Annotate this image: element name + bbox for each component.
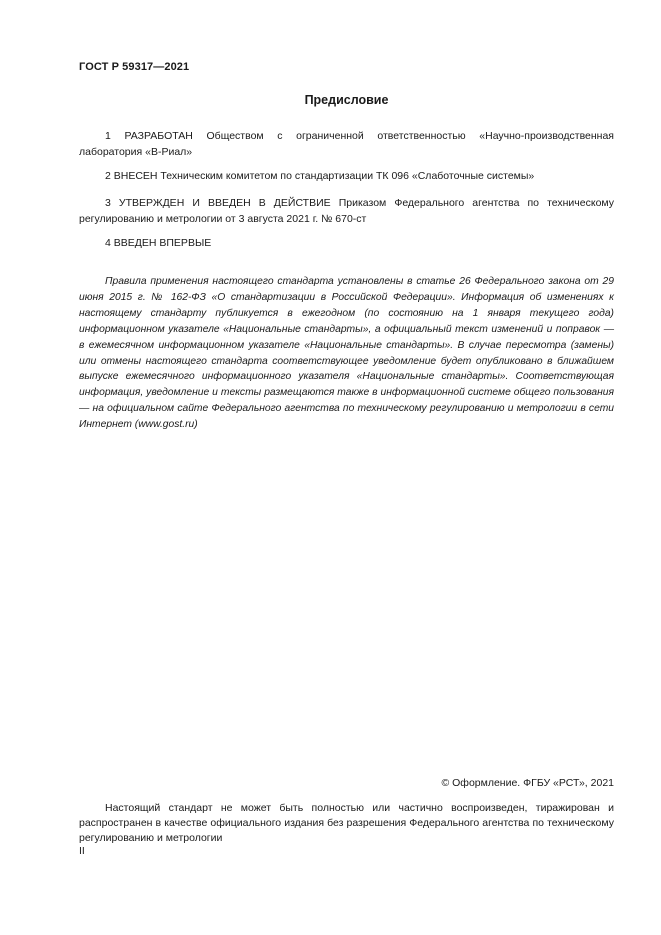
paragraph-submitted-by: 2 ВНЕСЕН Техническим комитетом по стандартизации ТК 096 «Слаботочные системы» bbox=[105, 170, 535, 182]
paragraph-developed-by: 1 РАЗРАБОТАН Обществом с ограниченной ответственностью «Научно-производственная лаборатория «В-Риал» bbox=[79, 130, 614, 158]
page-number: II bbox=[79, 845, 85, 857]
copyright-line: © Оформление. ФГБУ «РСТ», 2021 bbox=[441, 777, 614, 789]
standard-code: ГОСТ Р 59317—2021 bbox=[79, 61, 190, 73]
reproduction-notice: Настоящий стандарт не может быть полностью или частично воспроизведен, тиражирован и распространен в качестве официального издания без разрешения Федерального агентства по техническому регулированию и метрологии bbox=[79, 802, 614, 844]
page-title-text: Предисловие bbox=[304, 93, 389, 107]
page-title bbox=[0, 93, 661, 107]
application-rules-note: Правила применения настоящего стандарта установлены в статье 26 Федерального закона от 29 июня 2015 г. № 162-ФЗ «О стандартизации в Российской Федерации». Информация об изменениях к настоящему стандарту публикуется в ежегодном (по состоянию на 1 января текущего года) информационном указателе «Национальные стандарты», а официальный текст изменений и поправок — в ежемесячном информационном указателе «Национальные стандарты». В случае пересмотра (замены) или отмены настоящего стандарта соответствующее уведомление будет опубликовано в ближайшем выпуске ежемесячного информационного указателя «Национальные стандарты». Соответствующая информация, уведомление и тексты размещаются также в информационной системе общего пользования — на официальном сайте Федерального агентства по техническому регулированию и метрологии в сети Интернет (www.gost.ru) bbox=[79, 276, 614, 431]
paragraph-introduced-first: 4 ВВЕДЕН ВПЕРВЫЕ bbox=[105, 237, 212, 249]
paragraph-approved: 3 УТВЕРЖДЕН И ВВЕДЕН В ДЕЙСТВИЕ Приказом Федерального агентства по техническому регулированию и метрологии от 3 августа 2021 г. № 670-ст bbox=[79, 197, 614, 225]
